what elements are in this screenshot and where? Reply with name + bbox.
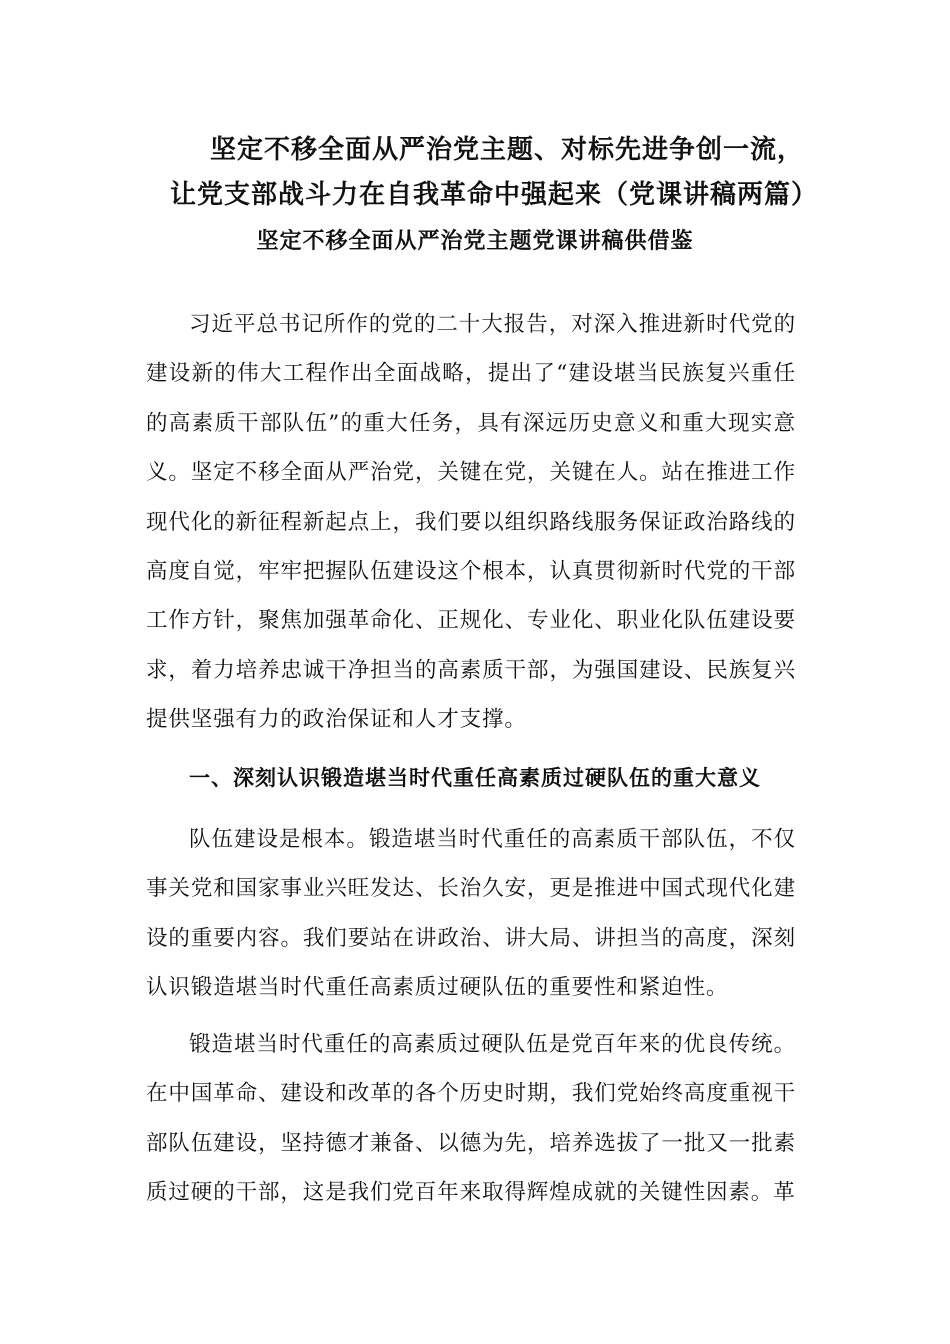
section-heading-1: 一、深刻认识锻造堪当时代重任高素质过硬队伍的重大意义 bbox=[189, 766, 761, 790]
document-subtitle: 坚定不移全面从严治党主题党课讲稿供借鉴 bbox=[256, 229, 694, 254]
body-paragraph-3: 锻造堪当时代重任的高素质过硬队伍是党百年来的优良传统。在中国革命、建设和改革的各个历史时期，我们党始终高度重视干部队伍建设，坚持德才兼备、以德为先，培养选拔了一批又一批素质过硬的干部，这是我们党百年来取得辉煌成就的关键性因素。革 bbox=[146, 1032, 796, 1206]
body-paragraph-1: 习近平总书记所作的党的二十大报告，对深入推进新时代党的建设新的伟大工程作出全面战略，提出了“建设堪当民族复兴重任的高素质干部队伍”的重大任务，具有深远历史意义和重大现实意义。坚定不移全面从严治党，关键在党，关键在人。站在推进工作现代化的新征程新起点上，我们要以组织路线服务保证政治路线的高度自觉，牢牢把握队伍建设这个根本，认真贯彻新时代党的干部工作方针，聚焦加强革命化、正规化、专业化、职业化队伍建设要求，着力培养忠诚干净担当的高素质干部，为强国建设、民族复兴提供坚强有力的政治保证和人才支撑。 bbox=[146, 312, 796, 733]
body-paragraph-2: 队伍建设是根本。锻造堪当时代重任的高素质干部队伍，不仅事关党和国家事业兴旺发达、长治久安，更是推进中国式现代化建设的重要内容。我们要站在讲政治、讲大局、讲担当的高度，深刻认识锻造堪当时代重任高素质过硬队伍的重要性和紧迫性。 bbox=[146, 827, 796, 1001]
document-title: 坚定不移全面从严治党主题、对标先进争创一流，让党支部战斗力在自我革命中强起来（党课讲稿两篇） bbox=[170, 135, 819, 210]
